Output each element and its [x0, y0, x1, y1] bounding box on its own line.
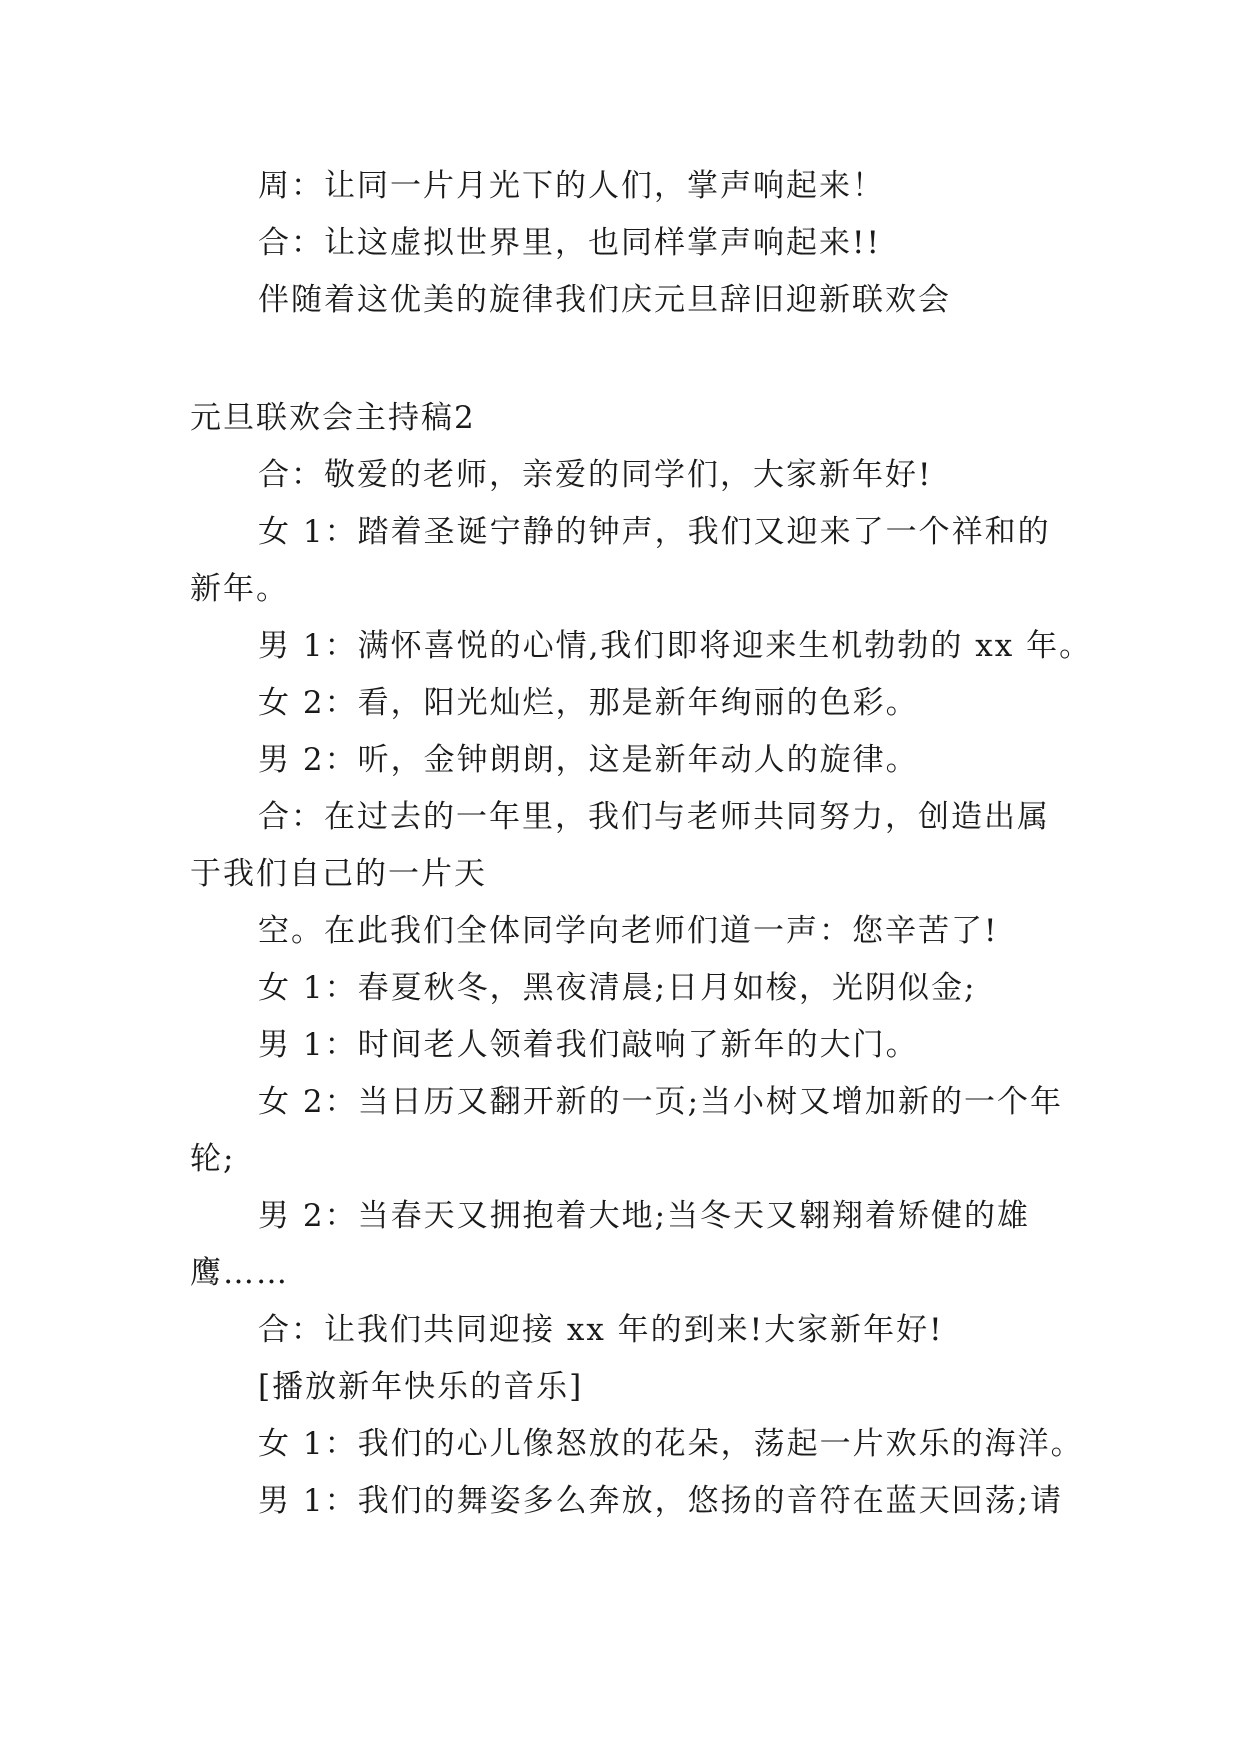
text-line: 男 1：我们的舞姿多么奔放，悠扬的音符在蓝天回荡;请 [258, 1483, 1064, 1519]
text-line: 合：敬爱的老师，亲爱的同学们，大家新年好! [258, 457, 933, 493]
text-line: 新年。 [190, 571, 289, 607]
text-line: 女 2：看，阳光灿烂，那是新年绚丽的色彩。 [258, 685, 919, 721]
text-line: 女 1：我们的心儿像怒放的花朵，荡起一片欢乐的海洋。 [258, 1426, 1084, 1462]
text-line: 女 2：当日历又翻开新的一页;当小树又增加新的一个年 [258, 1084, 1064, 1120]
text-line: 于我们自己的一片天 [190, 856, 487, 892]
text-line: 男 1：满怀喜悦的心情,我们即将迎来生机勃勃的 xx 年。 [258, 628, 1093, 664]
text-line: 周：让同一片月光下的人们，掌声响起来！ [258, 168, 885, 204]
text-line: 男 2：听，金钟朗朗，这是新年动人的旋律。 [258, 742, 919, 778]
text-line: 合：在过去的一年里，我们与老师共同努力，创造出属 [258, 799, 1050, 835]
text-line: 轮; [190, 1141, 236, 1177]
text-line: 女 1：春夏秋冬，黑夜清晨;日月如梭，光阴似金; [258, 970, 977, 1006]
text-line: 合：让我们共同迎接 xx 年的到来!大家新年好! [258, 1312, 944, 1348]
text-line: 伴随着这优美的旋律我们庆元旦辞旧迎新联欢会 [258, 282, 951, 318]
text-line: 女 1：踏着圣诞宁静的钟声，我们又迎来了一个祥和的 [258, 514, 1051, 550]
text-line: 鹰…… [190, 1255, 289, 1291]
section-heading: 元旦联欢会主持稿2 [190, 400, 476, 436]
text-line: 空。在此我们全体同学向老师们道一声：您辛苦了! [258, 913, 999, 949]
text-line: 合：让这虚拟世界里，也同样掌声响起来!! [258, 225, 881, 261]
text-line: 男 1：时间老人领着我们敲响了新年的大门。 [258, 1027, 919, 1063]
text-line: [播放新年快乐的音乐] [258, 1369, 584, 1405]
text-line: 男 2：当春天又拥抱着大地;当冬天又翱翔着矫健的雄 [258, 1198, 1031, 1234]
